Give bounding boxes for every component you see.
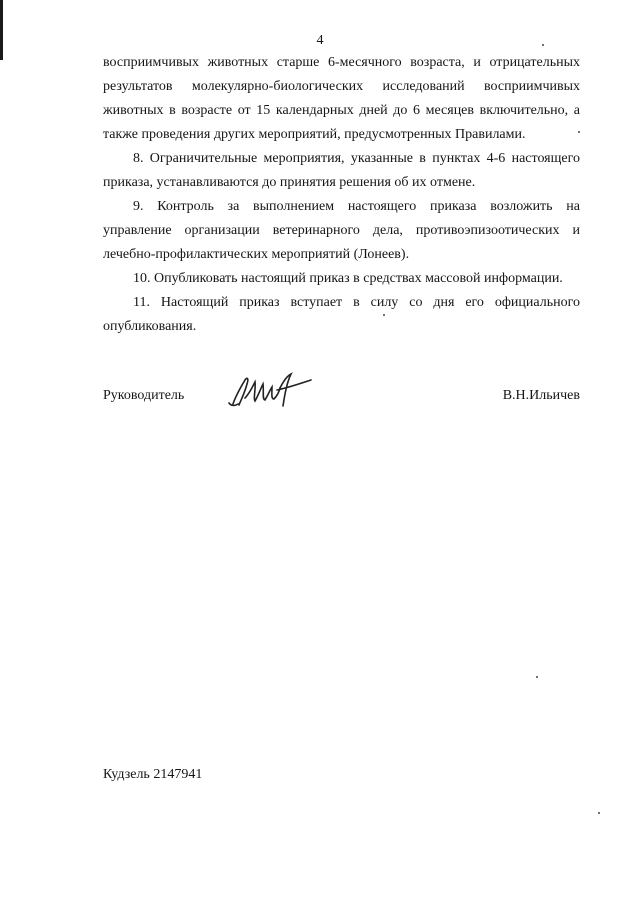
- text-line: приказа, устанавливаются до принятия решения об их отмене.: [103, 175, 476, 190]
- text-line: результатов молекулярно-биологических исследований восприимчивых: [103, 79, 580, 94]
- text-line: лечебно-профилактических мероприятий (Лонеев).: [103, 247, 410, 262]
- signer-title: Руководитель: [103, 388, 185, 403]
- text-line: опубликования.: [103, 319, 197, 334]
- signer-name: В.Н.Ильичев: [502, 388, 580, 403]
- executor-note: Кудзель 2147941: [103, 767, 203, 782]
- text-line: управление организации ветеринарного дела, противоэпизоотических и: [103, 223, 580, 238]
- text-line: восприимчивых животных старше 6-месячного возраста, и отрицательных: [103, 55, 580, 70]
- paragraph-10-line: 10. Опубликовать настоящий приказ в средствах массовой информации.: [133, 271, 563, 286]
- scan-speck: [536, 676, 538, 678]
- text-line: также проведения других мероприятий, предусмотренных Правилами.: [103, 127, 526, 142]
- paragraph-11-line: 11. Настоящий приказ вступает в силу со дня его официального: [133, 295, 580, 310]
- text-line: животных в возрасте от 15 календарных дней до 6 месяцев включительно, а: [103, 103, 580, 118]
- scan-speck: [383, 314, 385, 316]
- page-number: 4: [316, 33, 324, 48]
- scan-margin-bar: [0, 0, 3, 60]
- scan-speck: [578, 131, 580, 133]
- scan-speck: [542, 44, 544, 46]
- scan-speck: [598, 812, 600, 814]
- handwritten-signature: [225, 368, 313, 410]
- paragraph-8-line: 8. Ограничительные мероприятия, указанные в пунктах 4-6 настоящего: [133, 151, 580, 166]
- paragraph-9-line: 9. Контроль за выполнением настоящего приказа возложить на: [133, 199, 580, 214]
